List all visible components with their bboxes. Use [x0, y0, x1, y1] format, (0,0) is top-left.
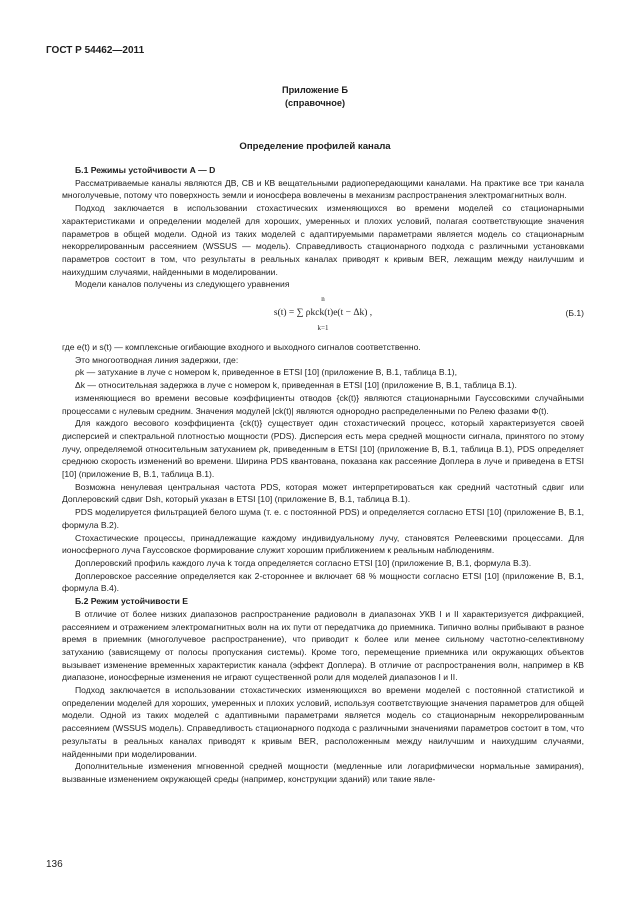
paragraph: Доплеровское рассеяние определяется как 2-стороннее и включает 68 % мощности согласно ETSI [10] (приложение В, В.1, формула В.4).: [62, 570, 584, 594]
paragraph: Для каждого весового коэффициента {ck(t)} существует один стохастический процесс, который характеризуется своей дисперсией и спектральной плотностью мощности (PDS). Дисперсия есть мера средней мощности сигнала, принятого по этому лучу, определяемой относительным затуханием ρk, приведенным в ETSI [10] (приложение В, В.1, таблица В.1), PDS определяет среднюю скорость изменений во времени. Ширина PDS квантована, показана как рассеяние Доплера в луче и приведена в ETSI [10] (приложение В, В.1, таблица В.1).: [62, 418, 584, 480]
subsection-heading: Б.2 Режим устойчивости Е: [75, 596, 188, 607]
paragraph: Δk — относительная задержка в луче с номером k, приведенная в ETSI [10] (приложение В, В.1, таблица В.1).: [75, 380, 517, 391]
paragraph: Стохастические процессы, принадлежащие каждому индивидуальному лучу, становятся Релеевскими процессами. Для ионосферного луча Гауссовское формирование служит хорошим приближением к реальным наблюдениям.: [62, 532, 584, 556]
formula-upper-limit: n: [321, 295, 325, 304]
formula-number: (Б.1): [565, 308, 584, 319]
appendix-subtitle: (справочное): [284, 98, 345, 108]
paragraph: Подход заключается в использовании стохастических изменяющихся во времени моделей со стационарными характеристиками и определении моделей для хороших, умеренных и плохих условий, полагая соответствующие значения параметров в общей модели. Одной из таких моделей с адаптируемыми параметрами является модель со стационарным некоррелированным рассеянием (WSSUS — модель). Справедливость стационарного подхода с различными установками параметров состоит в том, что результаты в реальных каналах приводят к кривым BER, лежащим между наилучшим и наихудшим случаями, найденными в моделировании.: [62, 203, 584, 277]
paragraph: В отличие от более низких диапазонов распространение радиоволн в диапазонах УКВ I и II характеризуется дифракцией, рассеянием и отражением электромагнитных волн на их пути от передатчика до приемника. Типично волны прибывают в разное время в приемник (многолучевое распространение), что приводит к более или менее сильному частотно-селективному затуханию (зависящему от полосы пропускания системы). Кроме того, перемещение приемника или окружающих объектов вызывает изменение временных характеристик канала (эффект Доплера). В отличие от распространения волн, например в КВ диапазоне, ионосферные изменения не играют существенной роли для моделей диапазонов I и II.: [62, 608, 584, 683]
formula-expression: s(t) = ∑ ρkck(t)e(t − Δk) ,: [273, 308, 373, 319]
subsection-heading: Б.1 Режимы устойчивости А — D: [75, 165, 216, 175]
paragraph: Дополнительные изменения мгновенной средней мощности (медленные или логарифмически нормальные замирания), вызванные изменением окружающей среды (например, конструкции зданий) или такие явле-: [62, 761, 584, 784]
appendix-title: Приложение Б: [281, 85, 349, 95]
paragraph: ρk — затухание в луче с номером k, приведенное в ETSI [10] (приложение В, В.1, таблица В.1),: [75, 367, 458, 378]
paragraph: PDS моделируется фильтрацией белого шума (т. е. с постоянной PDS) и определяется согласно ETSI [10] (приложение В, В.1, формула В.2).: [62, 507, 584, 530]
paragraph: Это многоотводная линия задержки, где:: [75, 354, 239, 365]
page-number: 136: [46, 859, 63, 870]
formula-block: [62, 291, 584, 341]
paragraph: Подход заключается в использовании стохастических изменяющихся во времени моделей с постоянной статистикой и определении моделей для хороших, умеренных и плохих условий, используя соответствующие значения параметров для общей модели. Одной из таких моделей с адаптивными параметрами является модель со стационарным некоррелированным рассеянием (WSSUS модель). Справедливость стационарного подхода с различными значениями параметров состоит в том, что результаты в реальных каналах приводят к кривым BER, расположенным между наилучшим и наихудшим случаями, найденными при моделировании.: [62, 685, 584, 759]
paragraph: Рассматриваемые каналы являются ДВ, СВ и КВ вещательными радиопередающими каналами. На практике все три канала многолучевые, потому что поверхность земли и ионосфера вовлечены в механизм распространения электромагнитных волн.: [62, 177, 584, 201]
paragraph: Доплеровский профиль каждого луча k тогда определяется согласно ETSI [10] (приложение В, В.1, формула В.3).: [75, 557, 532, 568]
paragraph: Возможна ненулевая центральная частота PDS, которая может интерпретироваться как средний частотный сдвиг или Доплеровский сдвиг Dsh, который указан в ETSI [10] (приложение В, В.1, таблица В.1).: [62, 481, 584, 505]
document-header: ГОСТ Р 54462—2011: [46, 45, 145, 56]
paragraph: Модели каналов получены из следующего уравнения: [75, 279, 290, 290]
paragraph: изменяющиеся во времени весовые коэффициенты отводов {ck(t)} являются стационарными Гауссовскими случайными процессами с нулевым средним. Значения модулей |ck(t)| являются однородно распределенными по Релею фазами Φ(t).: [62, 392, 584, 416]
formula-lower-limit: k=1: [317, 324, 329, 333]
content-body: [62, 164, 584, 786]
paragraph: где e(t) и s(t) — комплексные огибающие входного и выходного сигналов соответственно.: [62, 342, 421, 353]
section-title: Определение профилей канала: [239, 141, 391, 152]
